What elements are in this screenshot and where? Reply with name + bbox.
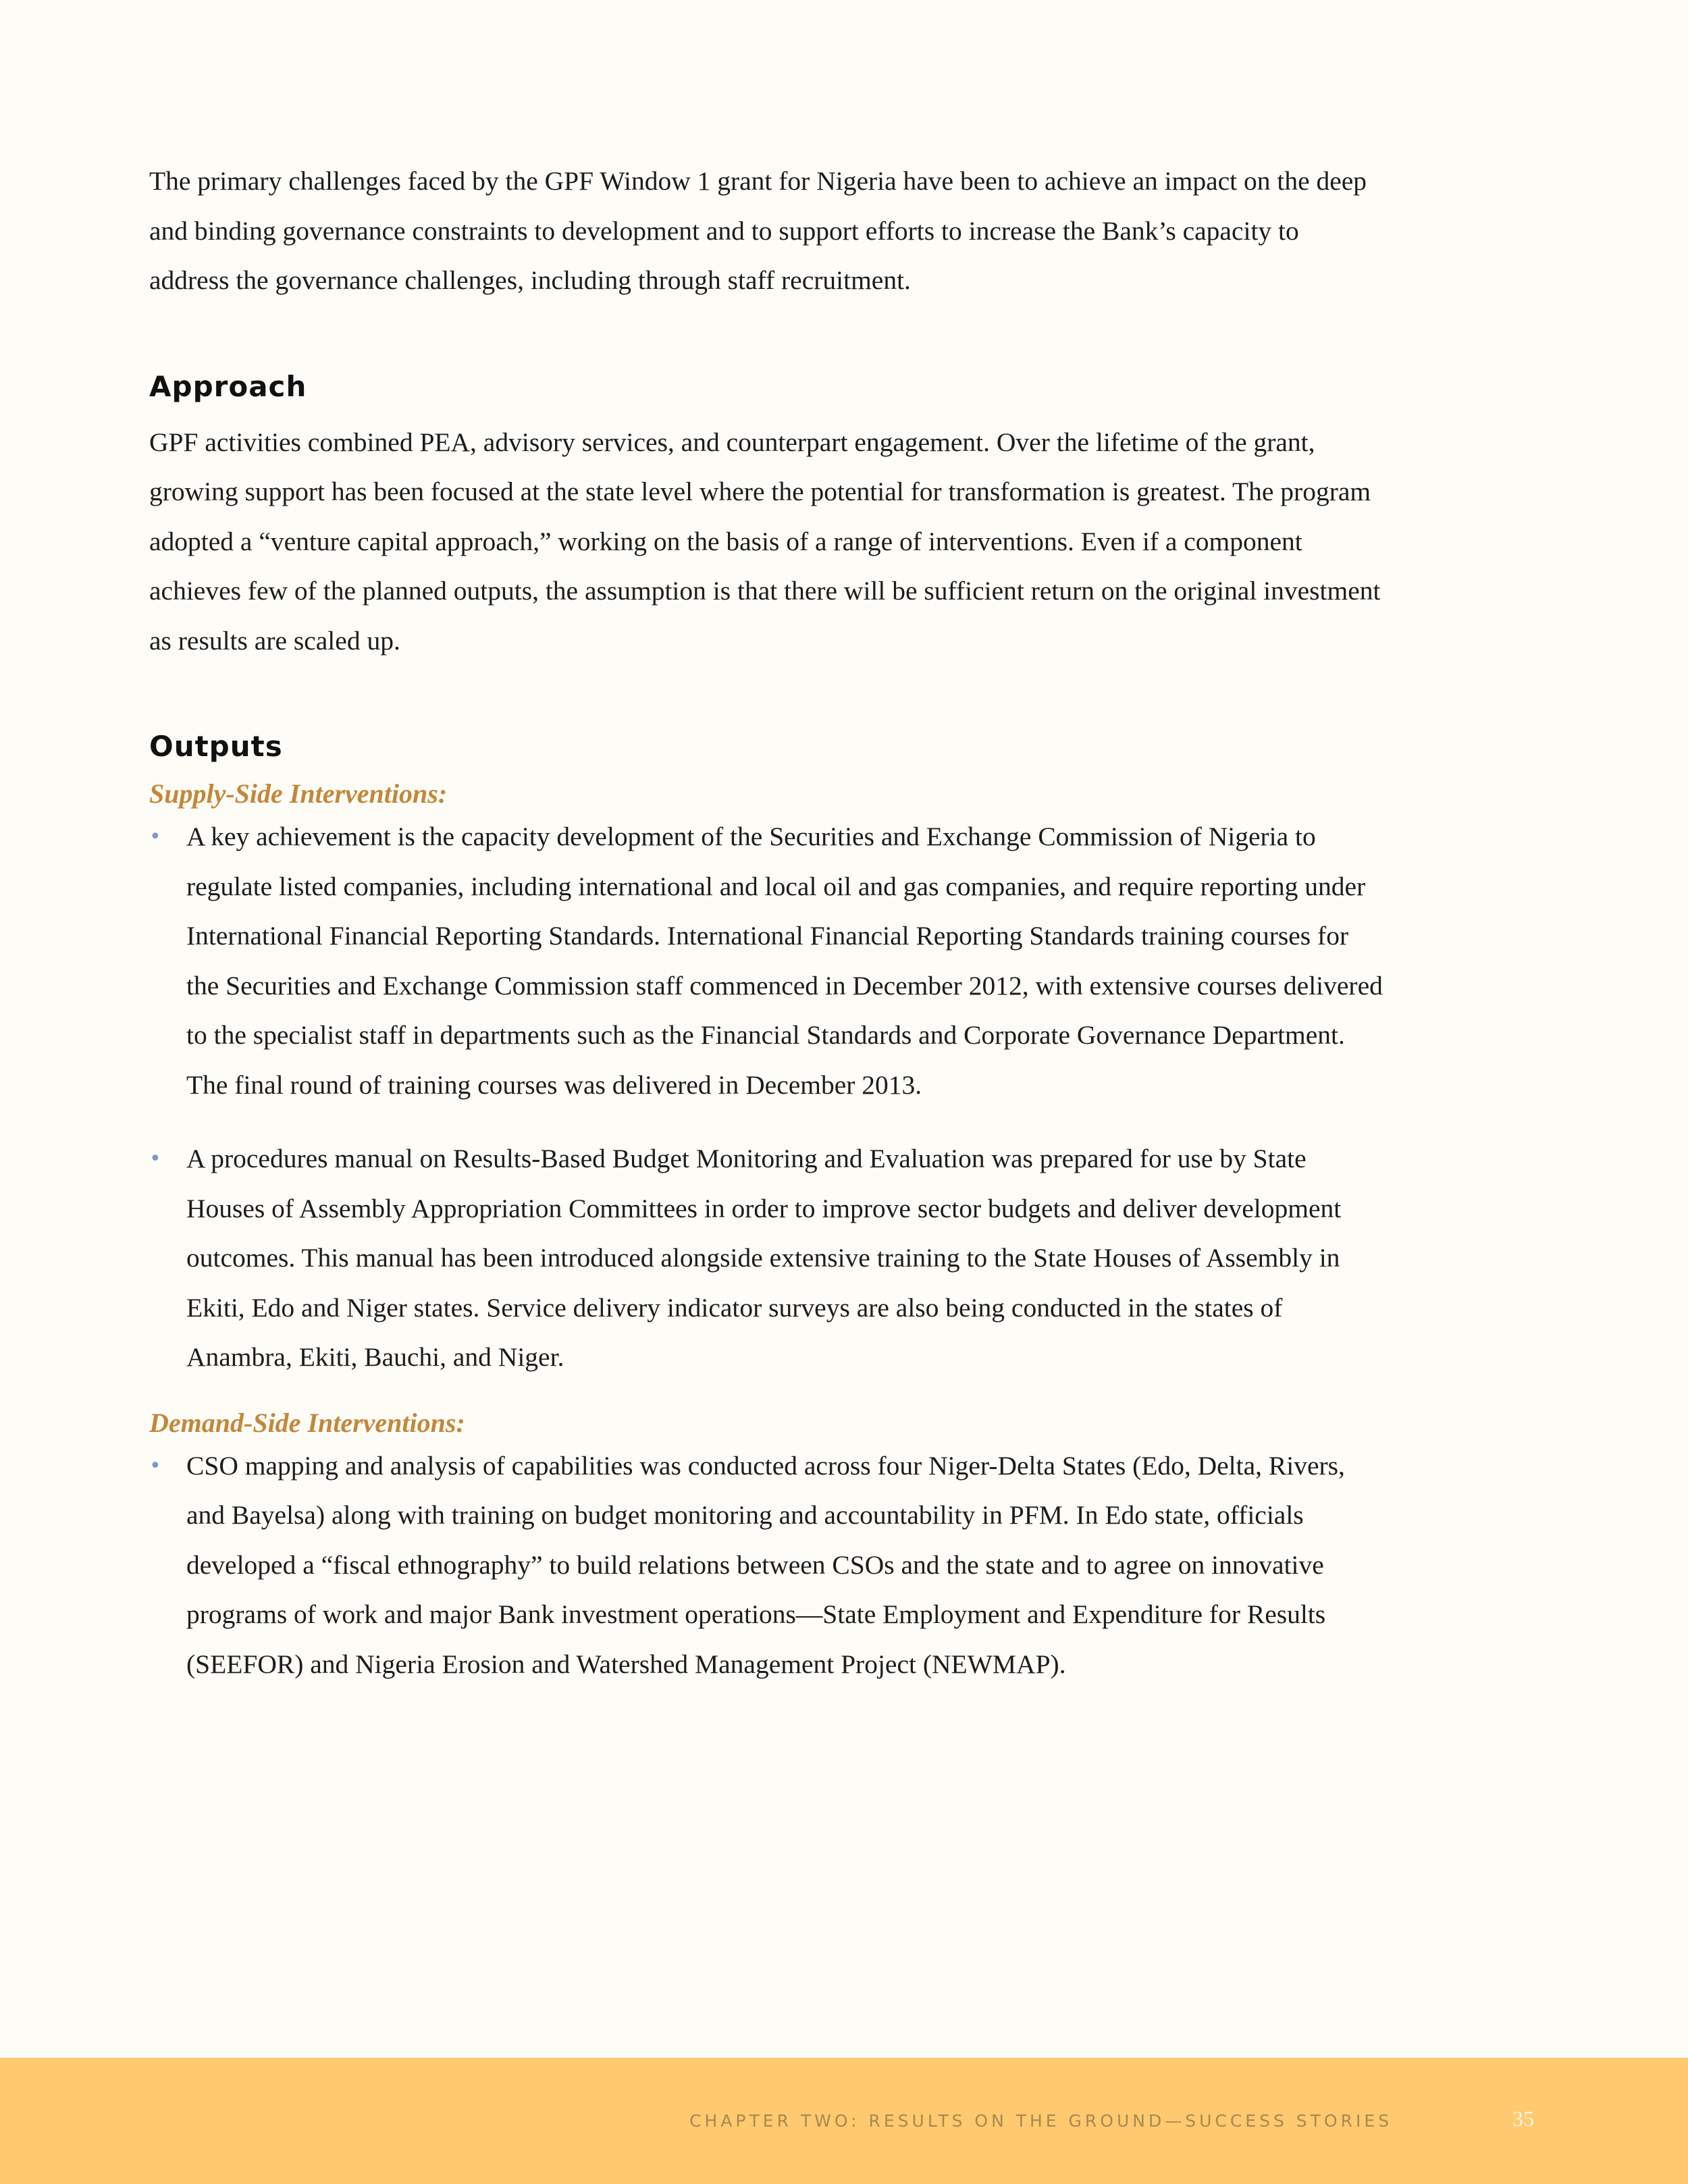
intro-paragraph: The primary challenges faced by the GPF Window 1 grant for Nigeria have been to achieve an impact on the deep and binding governance constraints to development and to support efforts to increase the Bank’s capacity to address the governance challenges, including through staff recruitment. <box>149 166 1367 295</box>
approach-paragraph: GPF activities combined PEA, advisory services, and counterpart engagement. Over the lifetime of the grant, growing support has been focused at the state level where the potential for transformation is greatest. The program adopted a “venture capital approach,” working on the basis of a range of interventions. Even if a component achieves few of the planned outputs, the assumption is that there will be sufficient return on the original investment as results are scaled up. <box>149 427 1381 656</box>
page-content <box>149 157 1385 1689</box>
chapter-title: CHAPTER TWO: RESULTS ON THE GROUND—SUCCESS STORIES <box>689 2111 1392 2131</box>
list-item <box>149 1134 1385 1383</box>
list-item-text: A procedures manual on Results-Based Budget Monitoring and Evaluation was prepared for use by State Houses of Assembly Appropriation Committees in order to improve sector budgets and deliver development outcomes. This manual has been introduced alongside extensive training to the State Houses of Assembly in Ekiti, Edo and Niger states. Service delivery indicator surveys are also being conducted in the states of Anambra, Ekiti, Bauchi, and Niger. <box>186 1144 1342 1372</box>
bullet-icon: • <box>149 1454 161 1478</box>
outputs-heading: Outputs <box>149 730 283 763</box>
bullet-icon: • <box>149 1147 161 1171</box>
bullet-icon: • <box>149 825 161 849</box>
list-item-text: CSO mapping and analysis of capabilities was conducted across four Niger-Delta States (Edo, Delta, Rivers, and Bayelsa) along with training on budget monitoring and accountability in PFM. In Edo state, officials developed a “fiscal ethnography” to build relations between CSOs and the state and to agree on innovative programs of work and major Bank investment operations—State Employment and Expenditure for Results (SEEFOR) and Nigeria Erosion and Watershed Management Project (NEWMAP). <box>186 1450 1345 1679</box>
supply-side-heading: Supply-Side Interventions: <box>149 778 448 809</box>
demand-side-list <box>149 1441 1385 1690</box>
footer-band <box>0 2058 1688 2184</box>
demand-side-heading: Demand-Side Interventions: <box>149 1407 465 1438</box>
supply-side-list <box>149 812 1385 1383</box>
page-number: 35 <box>1512 2106 1534 2131</box>
list-item <box>149 812 1385 1110</box>
list-item <box>149 1441 1385 1690</box>
list-item-text: A key achievement is the capacity development of the Securities and Exchange Commission of Nigeria to regulate listed companies, including international and local oil and gas companies, and require reporting under International Financial Reporting Standards. International Financial Reporting Standards training courses for the Securities and Exchange Commission staff commenced in December 2012, with extensive courses delivered to the specialist staff in departments such as the Financial Standards and Corporate Governance Department. The final round of training courses was delivered in December 2013. <box>186 822 1383 1100</box>
approach-heading: Approach <box>149 369 307 403</box>
